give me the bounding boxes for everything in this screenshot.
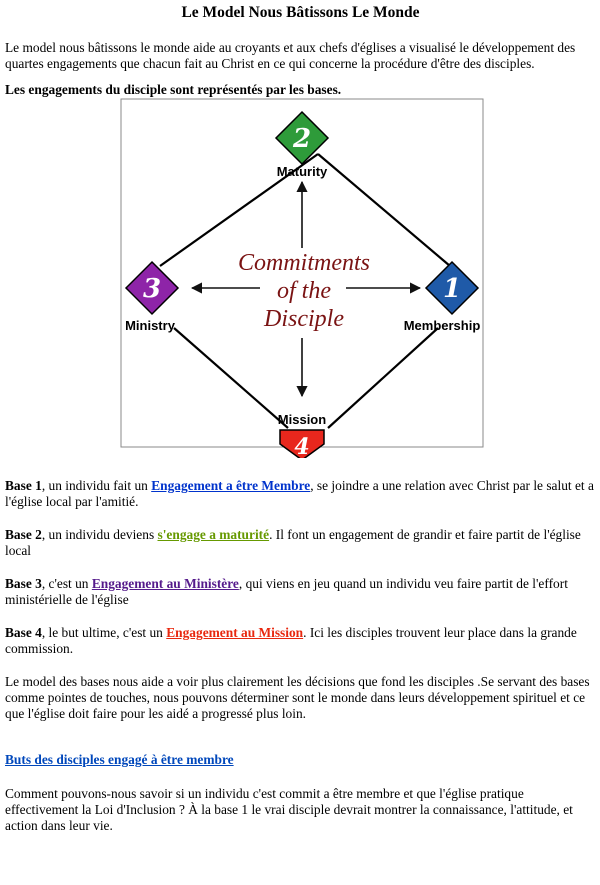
link-engagement-membre[interactable]: Engagement a être Membre xyxy=(151,478,311,493)
link-engage-maturite[interactable]: s'engage a maturité xyxy=(157,527,270,542)
commitments-diagram xyxy=(120,98,484,458)
base-4-mission xyxy=(278,412,326,458)
link-engagement-ministere[interactable]: Engagement au Ministère xyxy=(91,576,239,591)
base-2-post: . Il font un engagement de grandir et faire partit de l'église local xyxy=(5,527,581,558)
base-3-paragraph xyxy=(5,576,596,608)
base-3-number: 3 xyxy=(142,274,162,304)
base-4-paragraph xyxy=(5,625,596,657)
base-4-label: Mission xyxy=(277,412,327,427)
base-1-number: 1 xyxy=(442,274,462,304)
center-title xyxy=(238,250,370,332)
goals-heading-link[interactable]: Buts des disciples engagé à être membre xyxy=(5,752,234,767)
base-2-maturity xyxy=(276,112,328,179)
base-2-label: Maturity xyxy=(276,164,328,179)
goals-heading-paragraph xyxy=(5,752,596,768)
link-engagement-mission[interactable]: Engagement au Mission xyxy=(166,625,304,640)
base-1-label: Membership xyxy=(403,318,481,333)
base-2-prefix: Base 2 xyxy=(5,527,42,542)
base-3-pre: , c'est un xyxy=(41,576,92,591)
base-1-post: , se joindre a une relation avec Christ par le salut et a l'église local par l'amitié. xyxy=(5,478,594,509)
center-line-2: of the xyxy=(277,278,331,304)
base-2-number: 2 xyxy=(292,124,312,154)
diagram-svg xyxy=(120,98,484,458)
intro-paragraph: Le model nous bâtissons le monde aide au croyants et aux chefs d'églises a visualisé le développement des quartes engagements que chacun fait au Christ en ce qui concerne la procédure d'être des disciples. xyxy=(5,40,576,71)
base-1-pre: , un individu fait un xyxy=(41,478,152,493)
base-3-ministry xyxy=(125,262,178,333)
closing-paragraph: Comment pouvons-nous savoir si un individu c'est commit a être membre et que l'église pratique effectivement la Loi d'Inclusion ? À la base 1 le vrai disciple devrait montrer la connaissance, l'attitude, et action dans leur vie. xyxy=(5,786,573,833)
base-2-paragraph xyxy=(5,527,596,559)
base-1-membership xyxy=(404,262,481,333)
page-title: Le Model Nous Bâtissons Le Monde xyxy=(181,4,420,21)
edge-ministry-mission xyxy=(174,328,288,428)
base-1-paragraph xyxy=(5,478,596,510)
base-3-label: Ministry xyxy=(125,318,175,333)
base-1-prefix: Base 1 xyxy=(5,478,42,493)
base-4-prefix: Base 4 xyxy=(5,625,42,640)
base-4-pre: , le but ultime, c'est un xyxy=(41,625,167,640)
base-3-post: , qui viens en jeu quand un individu veu faire partit de l'effort ministérielle de l'église xyxy=(5,576,568,607)
center-line-1: Commitments xyxy=(238,250,370,276)
edge-membership-mission xyxy=(328,328,438,428)
base-4-post: . Ici les disciples trouvent leur place dans la grande commission. xyxy=(5,625,577,656)
base-3-prefix: Base 3 xyxy=(5,576,42,591)
base-4-number: 4 xyxy=(294,434,310,458)
summary-paragraph: Le model des bases nous aide a voir plus clairement les décisions que fond les disciples .Se servant des bases comme pointes de touches, nous pouvons déterminer sont le monde dans leurs développement spirituel et ce que l'église doit faire pour les aidé a progressé plus loin. xyxy=(5,674,590,721)
center-line-3: Disciple xyxy=(264,306,344,332)
base-2-pre: , un individu deviens xyxy=(41,527,158,542)
bases-label: Les engagements du disciple sont représentés par les bases. xyxy=(5,82,342,97)
